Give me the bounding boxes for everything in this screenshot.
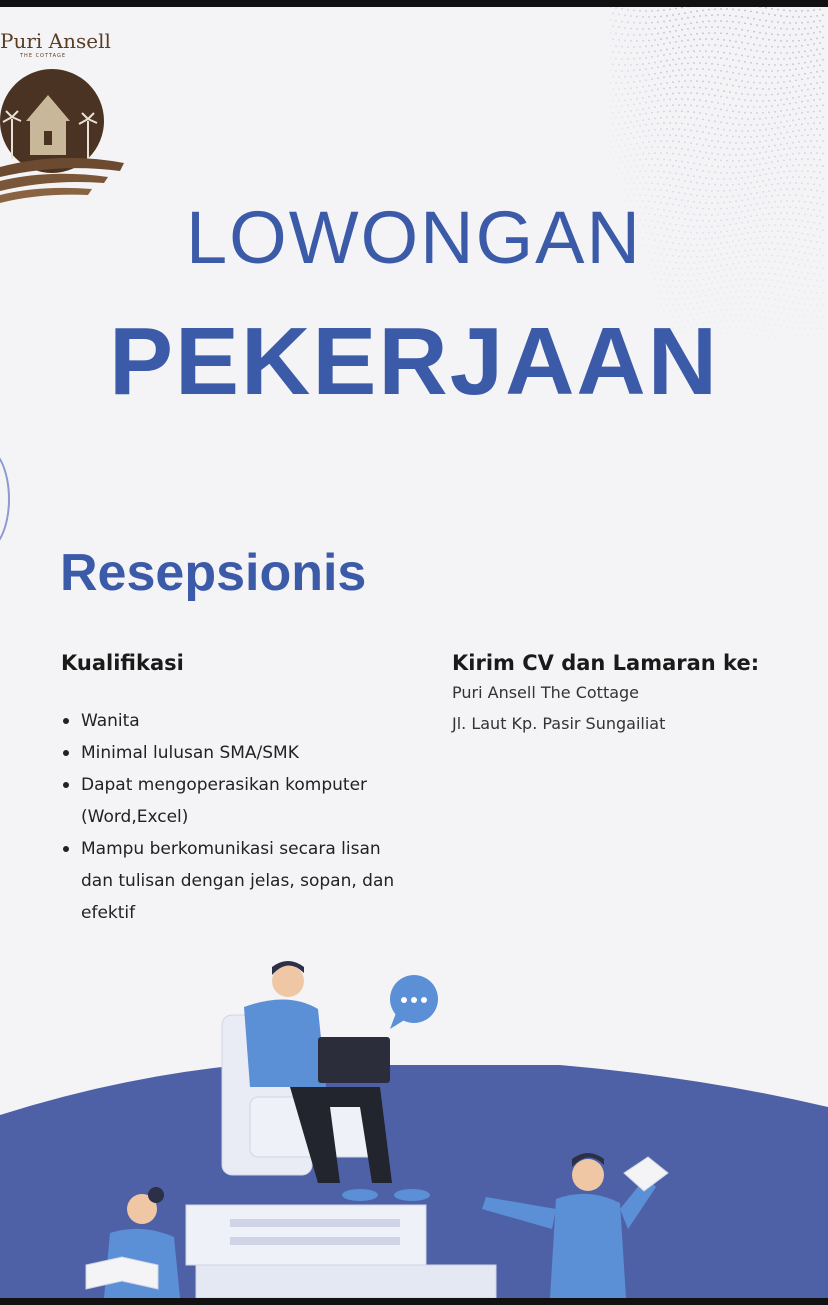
qualifications-list (62, 705, 402, 929)
top-frame-bar (0, 0, 828, 7)
chat-bubble-icon (390, 975, 438, 1029)
qualification-item: Mampu berkomunikasi secara lisan dan tulisan dengan jelas, sopan, dan efektif (62, 833, 402, 929)
title-line-2: PEKERJAAN (108, 308, 720, 415)
people-illustration (0, 947, 828, 1298)
title-line-1: LOWONGAN (186, 196, 642, 279)
qualifications-heading: Kualifikasi (61, 651, 184, 675)
qualification-item: Minimal lulusan SMA/SMK (62, 737, 402, 769)
qualification-item: Wanita (62, 705, 402, 737)
company-logo (0, 19, 130, 204)
logo-subtitle: THE COTTAGE (20, 53, 66, 59)
qualification-item: Dapat mengoperasikan komputer (Word,Excel) (62, 769, 402, 833)
bottom-frame-bar (0, 1298, 828, 1305)
position-title: Resepsionis (60, 544, 367, 602)
cottage-logo-icon (0, 59, 130, 209)
arc-decoration (0, 447, 10, 551)
contact-heading: Kirim CV dan Lamaran ke: (452, 651, 760, 675)
logo-name: Puri Ansell (0, 29, 111, 53)
job-poster (0, 7, 828, 1298)
contact-address: Jl. Laut Kp. Pasir Sungailiat (452, 714, 666, 733)
contact-name: Puri Ansell The Cottage (452, 683, 640, 702)
